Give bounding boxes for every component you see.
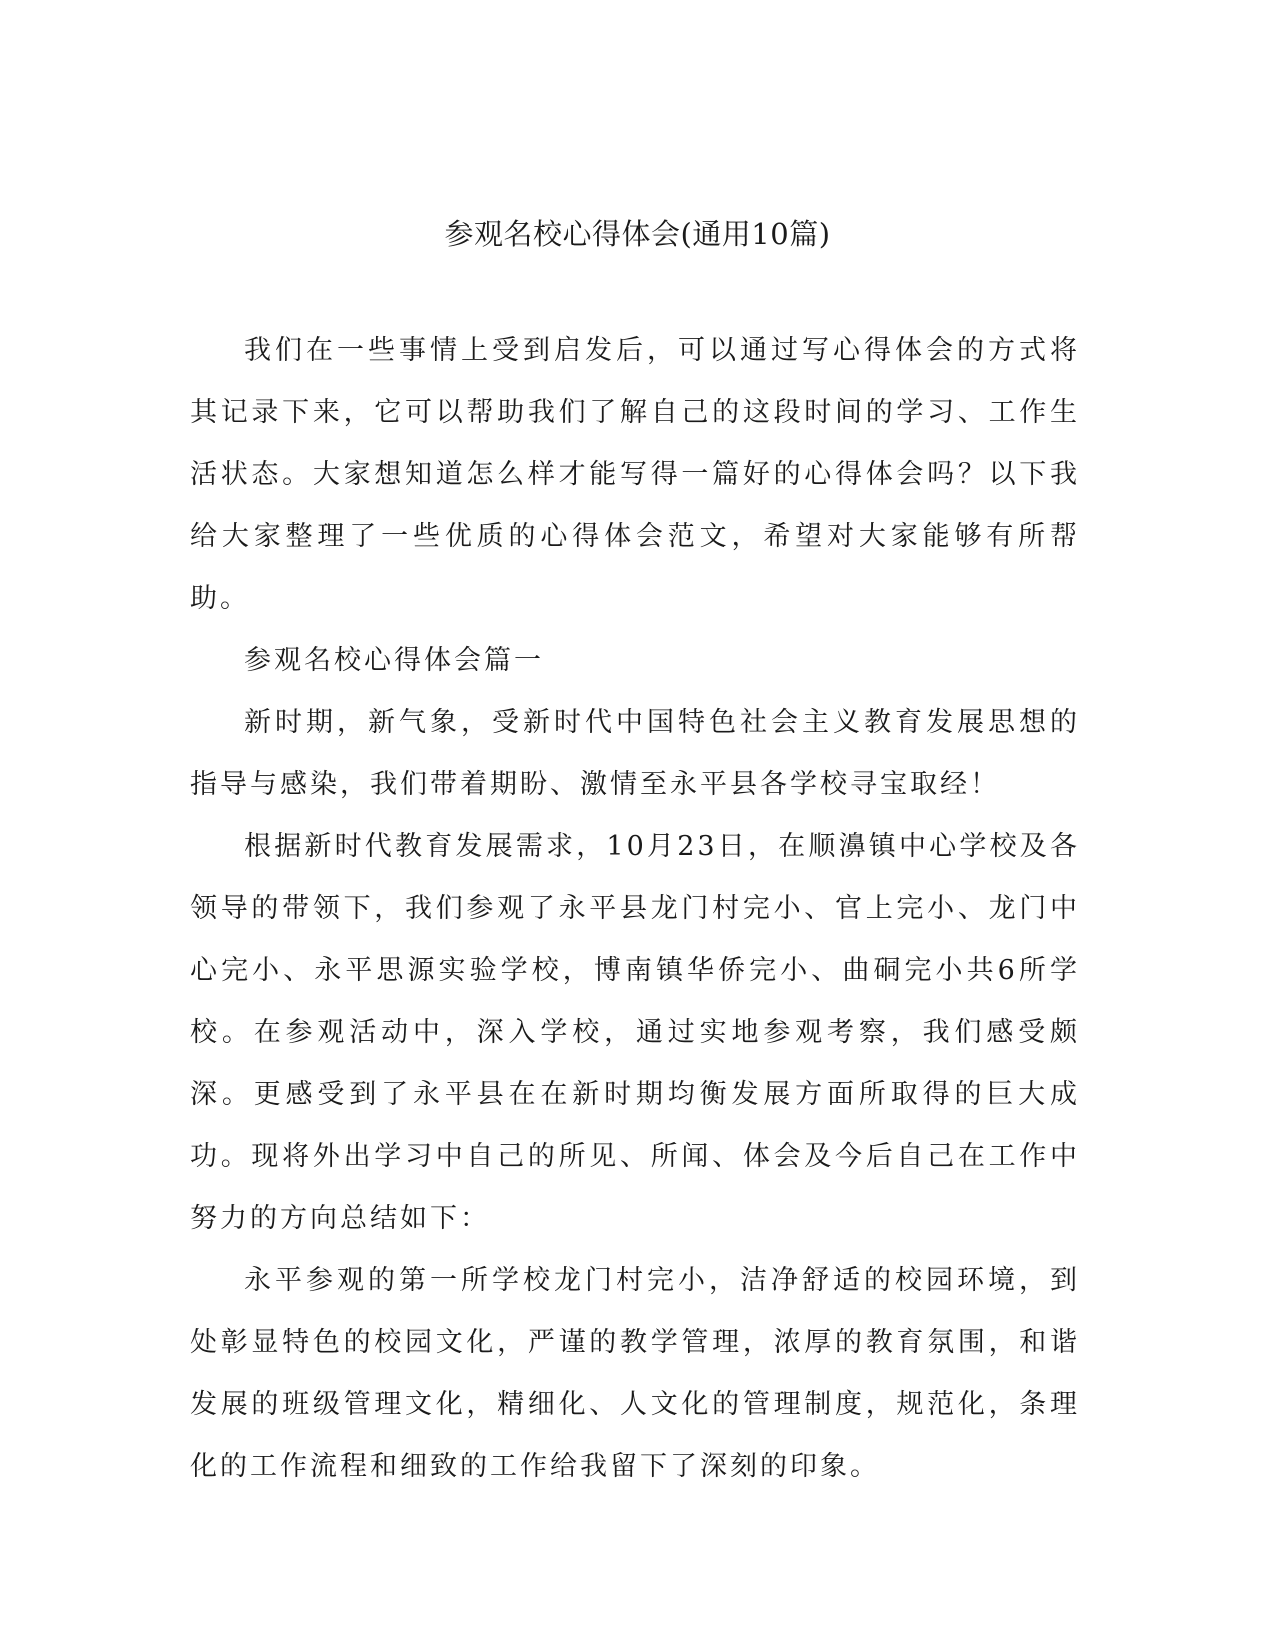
body-paragraph: 新时期，新气象，受新时代中国特色社会主义教育发展思想的指导与感染，我们带着期盼、激情至永平县各学校寻宝取经！ bbox=[190, 707, 1080, 800]
document-body bbox=[190, 320, 1080, 1498]
intro-paragraph: 我们在一些事情上受到启发后，可以通过写心得体会的方式将其记录下来，它可以帮助我们了解自己的这段时间的学习、工作生活状态。大家想知道怎么样才能写得一篇好的心得体会吗？以下我给大家整理了一些优质的心得体会范文，希望对大家能够有所帮助。 bbox=[190, 335, 1080, 614]
section-heading: 参观名校心得体会篇一 bbox=[244, 645, 544, 676]
body-paragraph: 根据新时代教育发展需求，10月23日，在顺濞镇中心学校及各领导的带领下，我们参观了永平县龙门村完小、官上完小、龙门中心完小、永平思源实验学校，博南镇华侨完小、曲硐完小共6所学校。在参观活动中，深入学校，通过实地参观考察，我们感受颇深。更感受到了永平县在在新时期均衡发展方面所取得的巨大成功。现将外出学习中自己的所见、所闻、体会及今后自己在工作中努力的方向总结如下： bbox=[190, 831, 1080, 1234]
document-title: 参观名校心得体会(通用10篇) bbox=[444, 217, 831, 251]
body-paragraph: 永平参观的第一所学校龙门村完小，洁净舒适的校园环境，到处彰显特色的校园文化，严谨的教学管理，浓厚的教育氛围，和谐发展的班级管理文化，精细化、人文化的管理制度，规范化，条理化的工作流程和细致的工作给我留下了深刻的印象。 bbox=[190, 1265, 1080, 1482]
